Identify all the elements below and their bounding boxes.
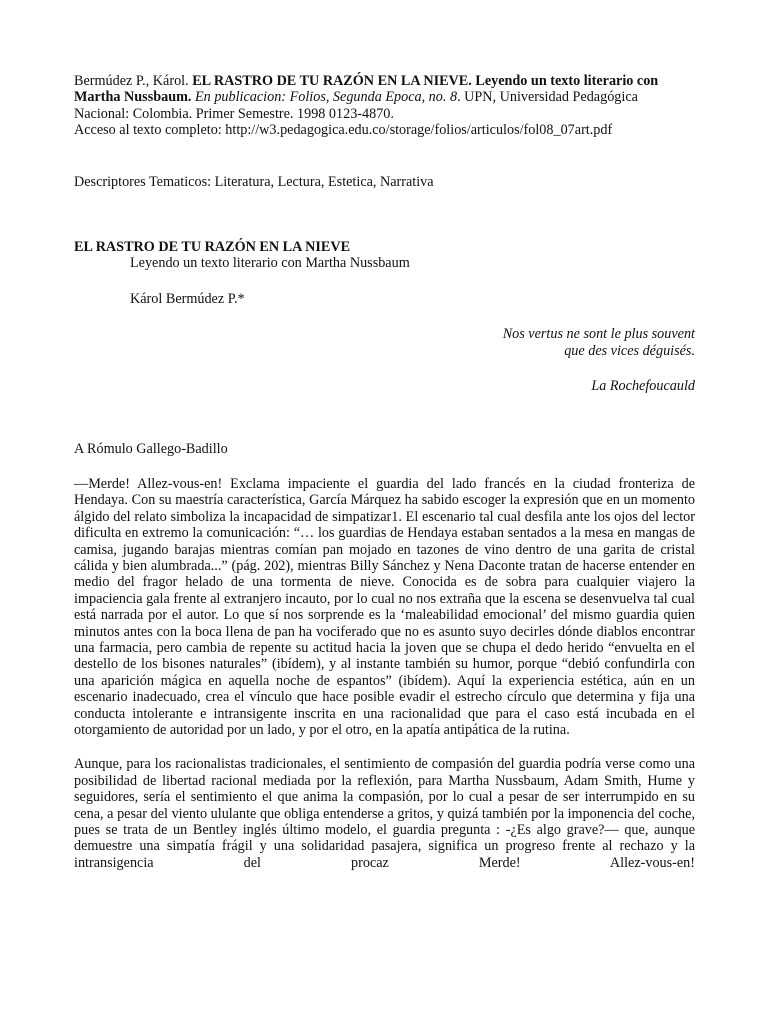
- article-author: Károl Bermúdez P.*: [130, 290, 245, 307]
- citation-block: [74, 73, 695, 139]
- epigraph-line-2: que des vices déguisés.: [564, 342, 695, 359]
- article-subtitle: Leyendo un texto literario con Martha Nussbaum: [130, 255, 410, 272]
- body-paragraph-2: Aunque, para los racionalistas tradicionales, el sentimiento de compasión del guardia podría verse como una posibilidad de libertad racional mediada por la reflexión, para Martha Nussbaum, Adam Smith, Hume y seguidores, sería el sentimiento el que anima la compasión, por lo cual a pesar de ser interrumpido en su cena, a pesar del viento ululante que obliga entenderse a gritos, y quizá también por la imponencia del coche, pues se trata de un Bentley inglés último modelo, el guardia pregunta : -¿Es algo grave?— que, aunque demuestre una simpatía frágil y una solidaridad pasajera, significa un progreso frente al rechazo y la intransigencia del procaz Merde! Allez-vous-en!: [74, 756, 695, 871]
- article-title: EL RASTRO DE TU RAZÓN EN LA NIEVE: [74, 239, 351, 256]
- citation-title: EL RASTRO DE TU RAZÓN EN LA NIEVE. Leyendo un texto literario con Martha Nussbaum.: [74, 73, 659, 106]
- citation-author: Bermúdez P., Károl.: [74, 73, 193, 89]
- document-page: [74, 73, 695, 871]
- citation-publisher: . UPN, Universidad Pedagógica Nacional: Colombia. Primer Semestre. 1998 0123-4870.: [74, 89, 638, 122]
- descriptors-line: Descriptores Tematicos: Literatura, Lectura, Estetica, Narrativa: [74, 173, 434, 190]
- epigraph-quote: [74, 326, 695, 359]
- citation-access-link[interactable]: Acceso al texto completo: http://w3.pedagogica.edu.co/storage/folios/articulos/fol08_07art.pdf: [74, 122, 613, 139]
- dedication: A Rómulo Gallego-Badillo: [74, 441, 228, 458]
- epigraph-line-1: Nos vertus ne sont le plus souvent: [502, 326, 695, 343]
- citation-publication: En publicacion: Folios, Segunda Epoca, no. 8: [191, 89, 458, 106]
- epigraph-source: La Rochefoucauld: [591, 378, 695, 395]
- body-paragraph-1: —Merde! Allez-vous-en! Exclama impaciente el guardia del lado francés en la ciudad fronteriza de Hendaya. Con su maestría característica, García Márquez ha sabido escoger la expresión que en un momento álgido del relato simboliza la incapacidad de simpatizar1. El escenario tal cual desfila ante los ojos del lector dificulta en extremo la comunicación: “… los guardias de Hendaya estaban sentados a la mesa en mangas de camisa, jugando barajas mientras comían pan mojado en tazones de vino dentro de una garita de cristal cálida y bien alumbrada...” (pág. 202), mientras Billy Sánchez y Nena Daconte tratan de hacerse entender en medio del fragor helado de una tormenta de nieve. Conocida es de sobra para cualquier viajero la impaciencia gala frente al extranjero incauto, por lo cual no nos extraña que la escena se desenvuelva tal cual está narrada por el autor. Lo que sí nos sorprende es la ‘maleabilidad emocional’ del mismo guardia quien minutos antes con la boca llena de pan ha vociferado que no es asunto suyo decirles dónde diablos encontrar una farmacia, pero cambia de repente su actitud hacia la joven que se chupa el dedo herido “envuelta en el destello de los bisones naturales” (ibídem), y al instante también su humor, porque “debió confundirla con una aparición mágica en aquella noche de espantos” (ibídem). Aquí la experiencia estética, aún en un escenario inadecuado, crea el vínculo que hace posible evadir el estrecho círculo que determina y fija una conducta intolerante e intransigente inscrita en una racionalidad que para el caso está incubada en el otorgamiento de autoridad por un lado, y por el otro, en la apatía antipática de la rutina.: [74, 475, 695, 738]
